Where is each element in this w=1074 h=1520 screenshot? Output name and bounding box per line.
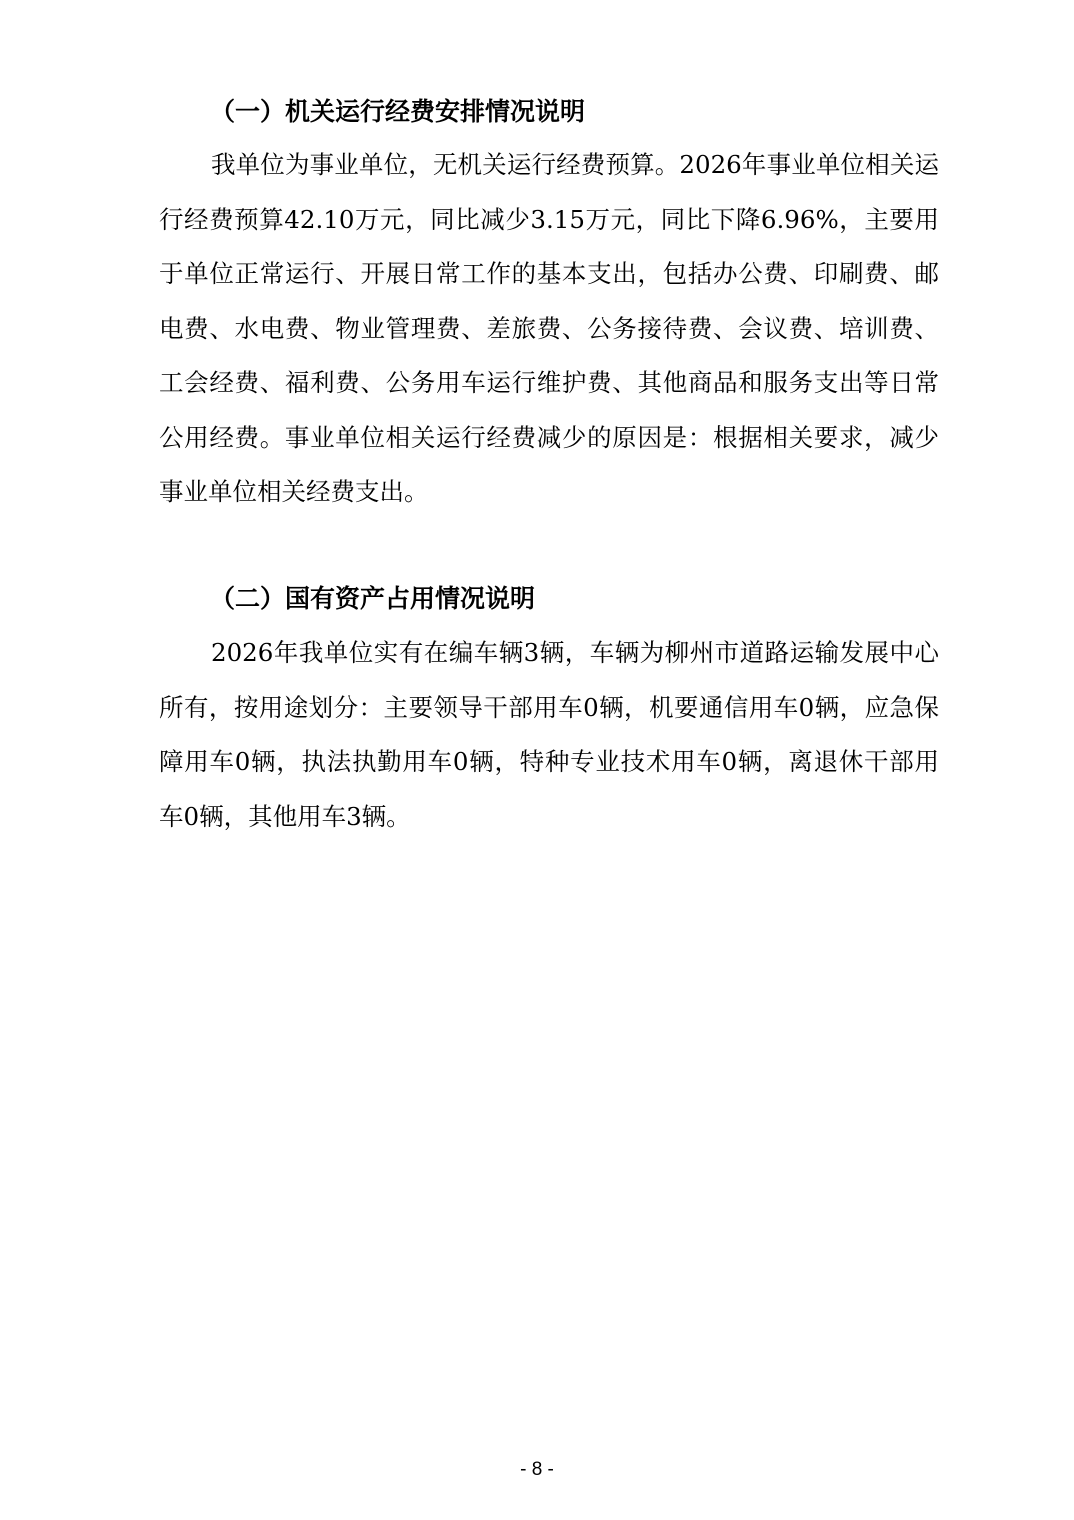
- section-heading-operating-funds: （一）机关运行经费安排情况说明: [210, 97, 586, 126]
- paragraph-operating-funds: 我单位为事业单位，无机关运行经费预算。2026年事业单位相关运行经费预算42.10万元，同比减少3.15万元，同比下降6.96%，主要用于单位正常运行、开展日常工作的基本支出，包括办公费、印刷费、邮电费、水电费、物业管理费、差旅费、公务接待费、会议费、培训费、工会经费、福利费、公务用车运行维护费、其他商品和服务支出等日常公用经费。事业单位相关运行经费减少的原因是：根据相关要求，减少事业单位相关经费支出。: [159, 150, 939, 506]
- section-heading-state-assets: （二）国有资产占用情况说明: [210, 584, 536, 613]
- page-number: - 8 -: [520, 1459, 554, 1480]
- paragraph-state-assets: 2026年我单位实有在编车辆3辆，车辆为柳州市道路运输发展中心所有，按用途划分：主要领导干部用车0辆，机要通信用车0辆，应急保障用车0辆，执法执勤用车0辆，特种专业技术用车0辆，离退休干部用车0辆，其他用车3辆。: [159, 638, 939, 831]
